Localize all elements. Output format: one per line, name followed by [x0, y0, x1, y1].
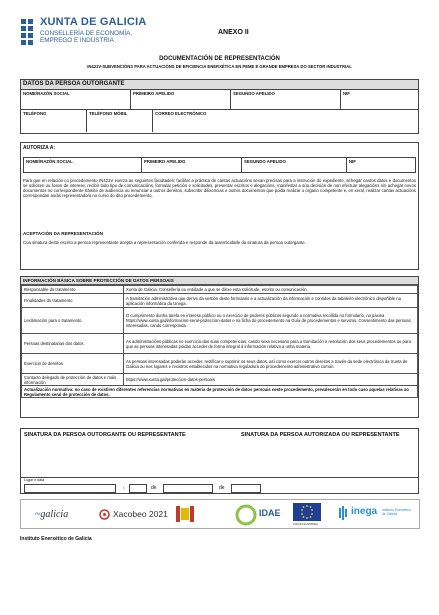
table-row: [22, 386, 418, 398]
signature-left-title: SINATURA DA PERSOA OUTORGANTE OU REPRESENTANTE: [24, 432, 186, 438]
privacy-key: Persoas destinatarias dos datos: [22, 334, 124, 354]
acceptance-text: Coa sinatura deste escrito a persoa representante acepta a representación conferida e responde da autenticidade da sinatura da persoa outorgante.: [23, 240, 306, 245]
auth-first-surname-field[interactable]: PRIMEIRO APELIDO: [142, 158, 242, 173]
annex-label: ANEXO II: [218, 29, 249, 36]
table-row: [22, 354, 418, 374]
signature-section: [20, 428, 419, 494]
signature-right-area[interactable]: [241, 442, 416, 477]
place-date-divider: [21, 477, 418, 478]
galicia-logo: ~galicia: [35, 509, 69, 520]
grantor-second-surname-field[interactable]: SEGUNDO APELIDO: [231, 90, 341, 110]
place-date-label: Lugar e data: [24, 478, 45, 482]
authorizes-title: AUTORIZA A:: [23, 145, 56, 151]
idae-logo: IDAE: [259, 508, 281, 518]
inega-subtitle: Instituto Enerxético de Galicia: [382, 508, 411, 516]
privacy-key: Responsable do tratamento: [22, 286, 124, 294]
privacy-key: Exercicio de dereitos: [22, 354, 124, 374]
privacy-key: Contacto delegado de protección de datos e máis información: [22, 374, 124, 386]
grantor-first-surname-field[interactable]: PRIMEIRO APELIDO: [131, 90, 231, 110]
signature-right-title: SINATURA DA PERSOA AUTORIZADA OU REPRESENTANTE: [241, 432, 400, 438]
year-field[interactable]: [231, 484, 261, 493]
inega-logo: inega: [351, 506, 378, 517]
table-row: [22, 308, 418, 334]
xunta-logo-icon: [20, 18, 34, 48]
table-row: [22, 294, 418, 308]
document-subtitle: IN421V-SUBVENCIÓNS PARA ACTUACIÓNS DE EFICIENCIA ENERXÉTICA EN PEME E GRANDE EMPRESA DO SECTOR INDUSTRIAL: [87, 64, 352, 69]
grantor-name-field[interactable]: NOME/RAZÓN SOCIAL: [21, 90, 131, 110]
table-row: [22, 334, 418, 354]
inega-bars-icon: [339, 506, 349, 520]
table-row: [22, 286, 418, 294]
auth-second-surname-field[interactable]: SEGUNDO APELIDO: [242, 158, 347, 173]
grantor-row-1: [21, 90, 418, 110]
day-field[interactable]: [129, 484, 147, 493]
privacy-value: A tramitación administrativa que derive da xestión deste formulario e a actualización da información e contidos da tabaleiro electrónico dispoñible na aplicación informática da Unega.: [124, 294, 418, 308]
document-title: DOCUMENTACIÓN DE REPRESENTACIÓN: [159, 56, 280, 62]
privacy-value: O cumprimento dunha tarefa en interese público ou o exercicio de poderes públicos segundo a normativa recollida no formulario, na páxina https://www.xunta.gal/informacion-xeral-proteccion-datos e na ficha do procedemento na Guía de procedementos e servizos. Consentimento das persoas interesadas, cando corresponda.: [124, 308, 418, 334]
grantor-email-field[interactable]: CORREO ELECTRÓNICO: [155, 111, 207, 116]
spain-coat-of-arms-icon: [174, 504, 196, 524]
privacy-table: [21, 285, 418, 398]
privacy-footnote: Actualización normativa: no caso de existiren diferentes referencias normativas en materia de protección de datos persoais neste procedemento, prevalecerán en todo caso aquelas relativas ao Regulamento xeral de protección de datos.: [22, 386, 418, 398]
authorizes-section: [20, 142, 419, 270]
de-label-2: de: [219, 485, 225, 491]
place-field[interactable]: [24, 484, 116, 493]
dept-name: [40, 30, 132, 44]
eu-flag-icon: [293, 503, 321, 521]
de-label-1: de: [151, 485, 157, 491]
month-field[interactable]: [163, 484, 213, 493]
grantor-section-title: DATOS DA PERSOA OUTORGANTE: [21, 80, 418, 90]
grantor-section: [20, 79, 419, 134]
grantor-row-2: [21, 110, 418, 132]
privacy-value: As persoas interesadas poderán acceder, rectificar e suprimir os seus datos, así como exercer outros dereitos a través da sede electrónica da Xunta de Galicia ou nos lugares e rexistros establecidos na normativa reguladora do procedemento administrativo común.: [124, 354, 418, 374]
table-row: [22, 374, 418, 386]
signature-left-area[interactable]: [24, 442, 209, 477]
privacy-value: As administracións públicas no exercicio das súas competencias, cando sexa necesario para a tramitación e resolución dos seus procedementos ou para que as persoas interesadas poidan acceder de forma integral á información relativa a unha materia.: [124, 334, 418, 354]
eu-stars-icon: [293, 503, 321, 521]
grantor-mobile-field[interactable]: TELÉFONO MÓBIL: [87, 110, 153, 132]
eu-caption: UNIÓN EUROPEA: [293, 522, 319, 526]
privacy-value: Xunta de Galicia. Consellería ou entidade a que se dirixe esta solicitude, escrito ou comunicación.: [124, 286, 418, 294]
footer-institute: Instituto Enerxético de Galicia: [20, 536, 92, 542]
privacy-value: https://www.xunta.gal/proteccion-datos-persoais: [124, 374, 418, 386]
idae-icon: [235, 504, 257, 526]
galicia-wave-icon: ~: [35, 509, 41, 520]
xacobeo-icon: [99, 509, 110, 520]
logo-strip: [20, 499, 420, 529]
grantor-phone-field[interactable]: TELÉFONO: [21, 110, 87, 132]
authorizes-row-1: [23, 157, 416, 173]
privacy-key: Finalidades do tratamento: [22, 294, 124, 308]
xacobeo-logo: Xacobeo 2021: [113, 509, 168, 519]
privacy-title: INFORMACIÓN BÁSICA SOBRE PROTECCIÓN DE DATOS PERSOAIS: [21, 277, 418, 285]
comma-separator: ,: [123, 484, 125, 490]
acceptance-title: ACEPTACIÓN DA REPRESENTACIÓN: [23, 231, 103, 236]
privacy-section: [20, 276, 419, 418]
auth-name-field[interactable]: NOME/RAZÓN SOCIAL: [24, 158, 142, 173]
dept-line-2: EMPREGO E INDUSTRIA: [40, 37, 114, 44]
dept-line-1: CONSELLERÍA DE ECONOMÍA,: [40, 30, 133, 37]
auth-nif-field[interactable]: NIF: [349, 159, 356, 164]
org-name: XUNTA DE GALICIA: [40, 16, 147, 28]
privacy-key: Lexitimación para o tratamento: [22, 308, 124, 334]
authorizes-paragraph: Para que en relación co procedemento IN421V exerza as seguintes facultades: facilitar a práctica de cantas actuacións sexan precisas para a instrución do expediente, achegar cantos datos e documentos se soliciten ou fosen de interese, recibir todo tipo de comunicacións, formular petición e solicitudes, presentar escritos e alegacións, manifestar a súa decisión de non efectuar alegacións nin achegar novos documentos no correspondente trámite de audiencia ou renunciar a outros dereitos, subscribir dilixencias e outros documentos que poida realizar o órgano competente e, en xeral, realizar cantas actuacións correspondan ao/ás representado/a no curso do dito procedemento.: [23, 178, 416, 199]
grantor-nif-field[interactable]: NIF: [343, 91, 350, 96]
